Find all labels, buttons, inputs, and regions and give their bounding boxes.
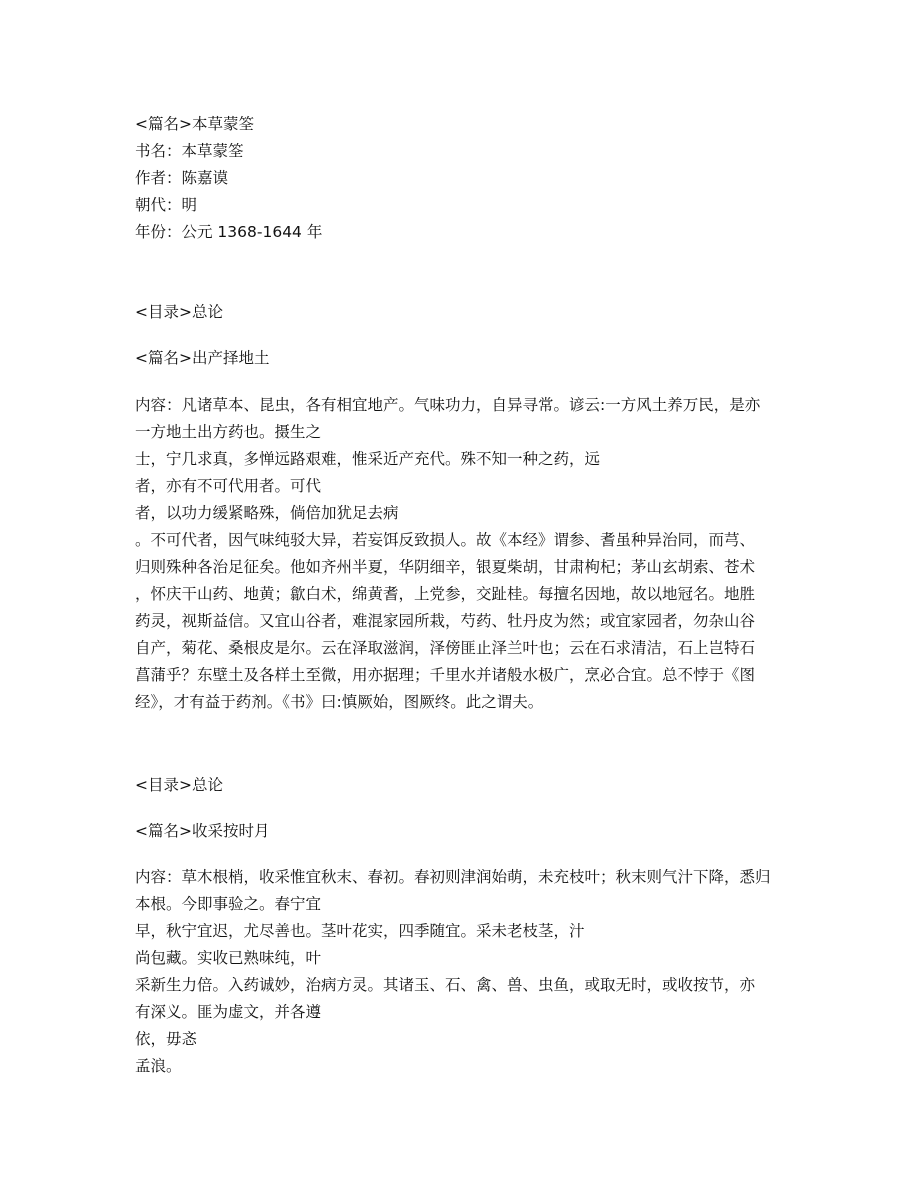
content-line: ，怀庆干山药、地黄；歙白术，绵黄耆，上党参，交趾桂。每擅名因地，故以地冠名。地胜 [135, 585, 756, 603]
section-2-chapter: <篇名>收采按时月 [135, 822, 270, 840]
content-line: 采新生力倍。入药诚妙，治病方灵。其诸玉、石、禽、兽、虫鱼，或取无时，或收按节，亦 [135, 976, 756, 994]
title-line: <篇名>本草蒙筌 [135, 115, 254, 133]
content-line: 孟浪。 [135, 1057, 182, 1075]
dynasty: 朝代：明 [135, 196, 198, 214]
section-2-catalog: <目录>总论 [135, 776, 223, 794]
section-1-chapter: <篇名>出产择地土 [135, 349, 270, 367]
content-line: 。不可代者，因气味纯驳大异，若妄饵反致损人。故《本经》谓参、耆虽种异治同，而芎、 [135, 531, 756, 549]
year: 年份：公元 1368-1644 年 [135, 223, 323, 241]
content-line: 本根。今即事验之。春宁宜 [135, 895, 322, 913]
content-line: 一方地土出方药也。摄生之 [135, 423, 322, 441]
content-line: 尚包藏。实收已熟味纯，叶 [135, 949, 322, 967]
book-name: 书名：本草蒙筌 [135, 142, 244, 160]
content-line: 依，毋忞 [135, 1030, 198, 1048]
author: 作者：陈嘉谟 [135, 169, 229, 187]
content-line: 士，宁几求真，多惮远路艰难，惟采近产充代。殊不知一种之药，远 [135, 450, 601, 468]
content-line: 早，秋宁宜迟，尤尽善也。茎叶花实，四季随宜。采未老枝茎，汁 [135, 922, 585, 940]
content-line: 者，以功力缓紧略殊，倘倍加犹足去病 [135, 504, 399, 522]
content-line: 有深义。匪为虚文，并各遵 [135, 1003, 322, 1021]
content-line: 经》，才有益于药剂。《书》曰:慎厥始，图厥终。此之谓夫。 [135, 693, 544, 711]
content-line: 内容：凡诸草本、昆虫，各有相宜地产。气味功力，自异寻常。谚云:一方风土养万民，是亦 [135, 396, 761, 414]
content-line: 菖蒲乎？东壁土及各样土至微，用亦据理；千里水并诸般水极广，烹必合宜。总不悖于《图 [135, 666, 756, 684]
content-line: 自产，菊花、桑根皮是尔。云在泽取滋润，泽傍匪止泽兰叶也；云在石求清洁，石上岂特石 [135, 639, 756, 657]
content-line: 者，亦有不可代用者。可代 [135, 477, 322, 495]
content-line: 药灵，视斯益信。又宜山谷者，难混家园所栽，芍药、牡丹皮为然；或宜家园者，勿杂山谷 [135, 612, 756, 630]
section-1-catalog: <目录>总论 [135, 303, 223, 321]
content-line: 归则殊种各治足征矣。他如齐州半夏，华阴细辛，银夏柴胡，甘肃枸杞；茅山玄胡索、苍术 [135, 558, 756, 576]
content-line: 内容：草木根梢，收采惟宜秋末、春初。春初则津润始萌，未充枝叶；秋末则气汁下降，悉归 [135, 868, 771, 886]
